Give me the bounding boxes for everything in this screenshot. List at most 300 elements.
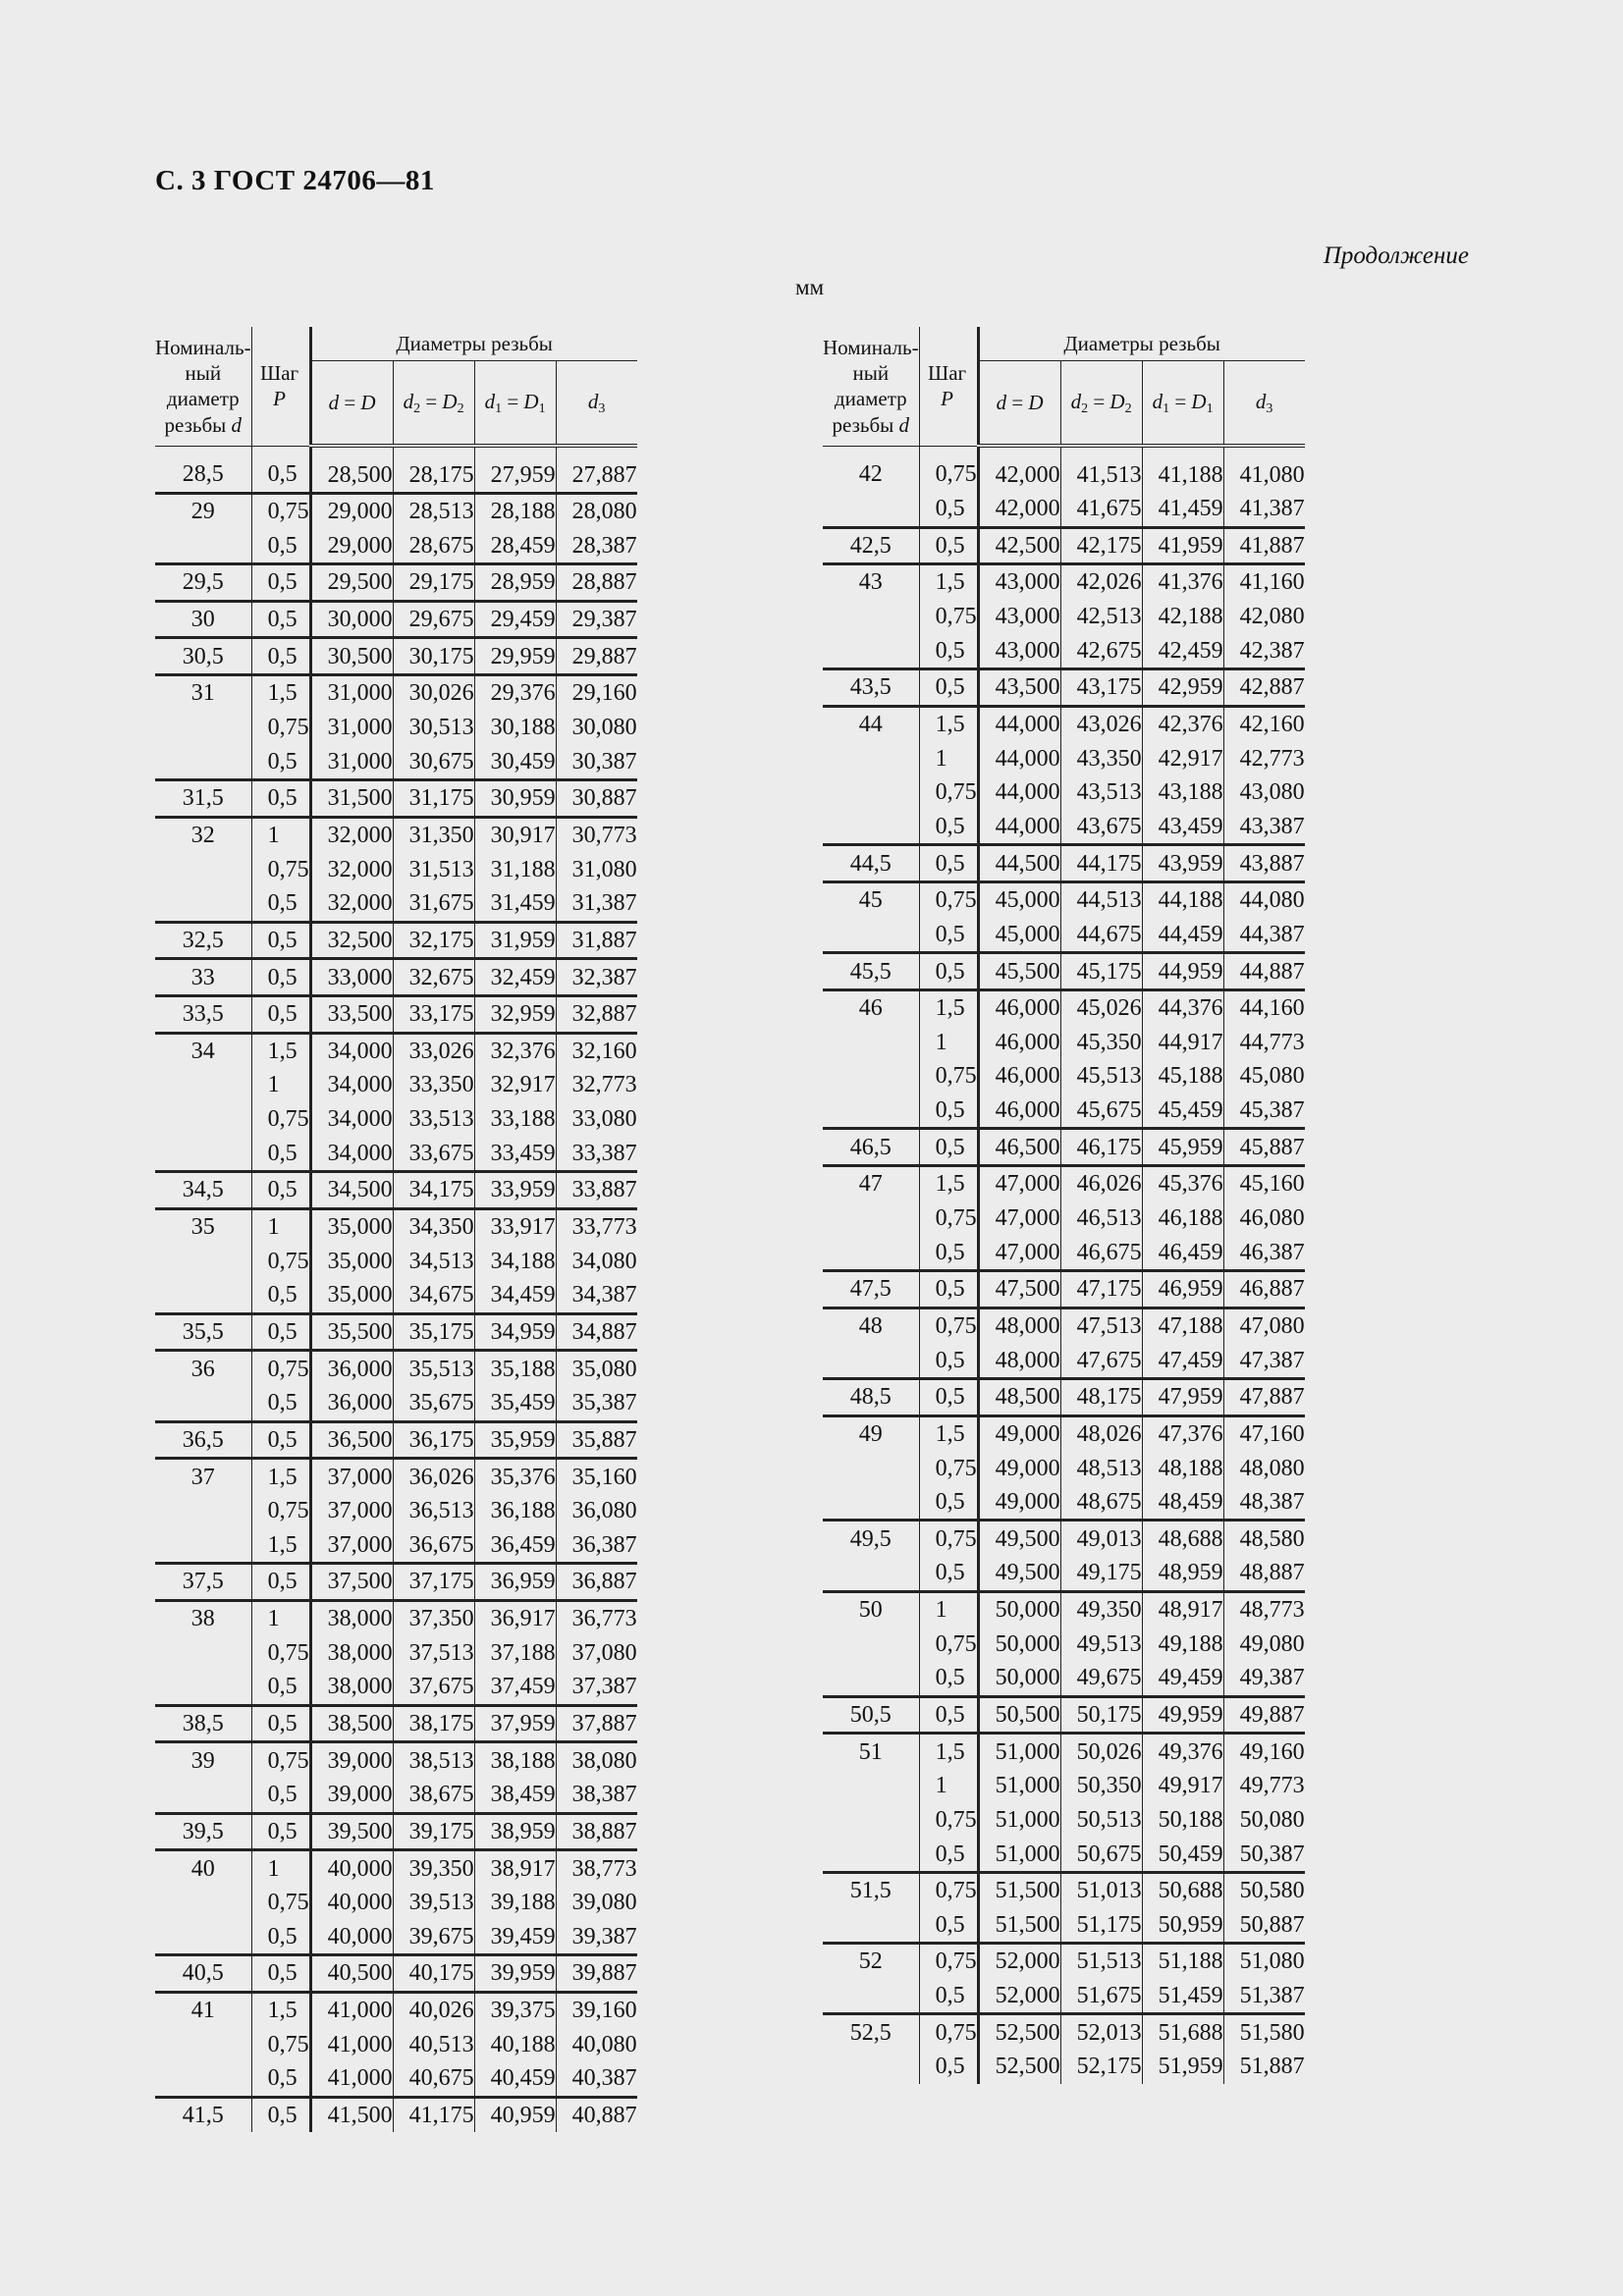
diameter-d1: 31,959 (474, 922, 556, 959)
diameter-d3: 48,080 (1223, 1451, 1305, 1485)
diameter-d3: 42,160 (1223, 706, 1305, 741)
pitch-header-var: P (273, 387, 286, 411)
table-row (823, 1026, 1305, 1060)
table-row (823, 1094, 1305, 1129)
nominal-diameter: 36,5 (155, 1421, 251, 1459)
diameter-d1: 41,959 (1142, 527, 1223, 564)
diameter-d: 40,500 (310, 1955, 393, 1993)
diameter-d: 37,000 (310, 1527, 393, 1563)
nominal-diameter (155, 1386, 251, 1421)
diameter-d3: 48,580 (1223, 1521, 1305, 1556)
table-row (823, 2014, 1305, 2050)
diameter-d3: 47,887 (1223, 1378, 1305, 1415)
pitch: 0,5 (919, 953, 978, 990)
diameter-d2: 31,175 (393, 780, 474, 818)
diameter-d3: 33,080 (556, 1102, 637, 1137)
nominal-diameter (823, 1979, 919, 2014)
diameter-d: 43,000 (978, 600, 1060, 634)
diameter-d2: 44,175 (1060, 845, 1142, 882)
continuation-label: Продолжение (1323, 242, 1469, 269)
nominal-diameter (155, 1527, 251, 1563)
diameter-d3: 31,387 (556, 886, 637, 922)
diameter-d3: 44,387 (1223, 918, 1305, 953)
table-row (155, 780, 637, 818)
table-row (823, 1059, 1305, 1094)
diameter-d: 32,000 (310, 886, 393, 922)
diameter-d: 31,000 (310, 744, 393, 779)
diameter-d3: 29,387 (556, 601, 637, 638)
nominal-diameter: 39,5 (155, 1813, 251, 1850)
diameter-d1: 39,375 (474, 1992, 556, 2027)
diameter-d3: 50,580 (1223, 1872, 1305, 1907)
diameter-d2: 31,350 (393, 817, 474, 852)
diameter-d2: 29,175 (393, 564, 474, 602)
diameter-d: 42,000 (978, 446, 1060, 492)
diameter-d: 49,500 (978, 1521, 1060, 1556)
diameter-d2: 38,513 (393, 1742, 474, 1778)
pitch: 0,5 (919, 1556, 978, 1591)
table-row (155, 744, 637, 779)
diameter-d1: 45,459 (1142, 1094, 1223, 1129)
diameter-d1: 27,959 (474, 446, 556, 493)
pitch: 1 (919, 1769, 978, 1803)
nominal-diameter: 52 (823, 1944, 919, 1979)
pitch: 0,5 (919, 1343, 978, 1378)
diameter-d3: 45,887 (1223, 1129, 1305, 1166)
pitch: 0,5 (251, 922, 310, 959)
pitch: 1 (919, 1026, 978, 1060)
diameter-d1: 35,959 (474, 1421, 556, 1459)
diameter-d3: 45,387 (1223, 1094, 1305, 1129)
nominal-diameter (823, 1803, 919, 1838)
table-row (823, 1769, 1305, 1803)
diameter-d3: 37,887 (556, 1705, 637, 1742)
table-row (823, 1591, 1305, 1627)
diameter-d2: 42,026 (1060, 564, 1142, 600)
diameter-d1: 51,688 (1142, 2014, 1223, 2050)
diameter-d1: 47,959 (1142, 1378, 1223, 1415)
nominal-diameter: 35 (155, 1208, 251, 1244)
diameter-d1: 44,917 (1142, 1026, 1223, 1060)
diameter-d: 51,000 (978, 1734, 1060, 1769)
nominal-diameter (155, 711, 251, 745)
diameters-header: Диаметры резьбы (310, 327, 637, 361)
diameter-d2: 36,675 (393, 1527, 474, 1563)
table-row (823, 953, 1305, 990)
nominal-diameter (823, 918, 919, 953)
pitch: 0,75 (919, 1944, 978, 1979)
diameter-d2: 30,513 (393, 711, 474, 745)
diameter-d: 51,500 (978, 1908, 1060, 1944)
diameter-d1: 50,688 (1142, 1872, 1223, 1907)
diameters-header: Диаметры резьбы (978, 327, 1305, 361)
diameter-d2: 30,026 (393, 675, 474, 711)
diameter-d2: 31,675 (393, 886, 474, 922)
diameter-d2: 29,675 (393, 601, 474, 638)
diameter-d1: 36,188 (474, 1494, 556, 1528)
diameter-d1: 34,188 (474, 1244, 556, 1278)
table-row (823, 446, 1305, 492)
diameter-d: 34,000 (310, 1033, 393, 1068)
diameter-d: 34,500 (310, 1172, 393, 1209)
diameter-d1: 50,188 (1142, 1803, 1223, 1838)
table-row (155, 601, 637, 638)
diameter-d: 37,000 (310, 1459, 393, 1494)
nominal-diameter (155, 1635, 251, 1670)
pitch: 0,5 (251, 1564, 310, 1601)
table-row (823, 1837, 1305, 1872)
diameter-d2: 45,175 (1060, 953, 1142, 990)
diameter-d2: 52,013 (1060, 2014, 1142, 2050)
diameter-d: 51,500 (978, 1872, 1060, 1907)
diameter-d2: 49,175 (1060, 1556, 1142, 1591)
diameter-d3: 47,160 (1223, 1415, 1305, 1451)
pitch: 0,75 (919, 1803, 978, 1838)
diameter-d1: 32,376 (474, 1033, 556, 1068)
pitch: 0,75 (251, 1886, 310, 1920)
pitch: 0,5 (251, 1705, 310, 1742)
diameter-d1: 43,459 (1142, 810, 1223, 845)
diameter-d1: 48,959 (1142, 1556, 1223, 1591)
table-row (155, 1813, 637, 1850)
right-table (823, 327, 1305, 2084)
pitch: 0,75 (251, 852, 310, 886)
table-row (155, 995, 637, 1033)
diameter-d2: 42,675 (1060, 633, 1142, 668)
table-row (823, 1521, 1305, 1556)
nominal-diameter (155, 1068, 251, 1102)
diameter-d2: 40,513 (393, 2027, 474, 2061)
diameter-d3: 40,887 (556, 2097, 637, 2132)
table-row (155, 1635, 637, 1670)
diameter-d1: 45,959 (1142, 1129, 1223, 1166)
pitch: 0,75 (251, 1351, 310, 1386)
diameter-d: 47,000 (978, 1235, 1060, 1270)
d2-header (1060, 361, 1142, 447)
diameter-d1: 48,188 (1142, 1451, 1223, 1485)
pitch: 1,5 (251, 1992, 310, 2027)
nominal-diameter: 40,5 (155, 1955, 251, 1993)
diameter-d1: 39,188 (474, 1886, 556, 1920)
diameter-d1: 37,459 (474, 1670, 556, 1705)
diameter-d: 36,000 (310, 1386, 393, 1421)
pitch: 0,5 (251, 1813, 310, 1850)
pitch: 0,75 (919, 1521, 978, 1556)
diameter-d1: 44,959 (1142, 953, 1223, 990)
diameter-d3: 48,387 (1223, 1485, 1305, 1521)
diameter-d1: 35,376 (474, 1459, 556, 1494)
diameter-d3: 37,387 (556, 1670, 637, 1705)
table-row (823, 1485, 1305, 1521)
diameter-d: 41,500 (310, 2097, 393, 2132)
diameter-d1: 28,188 (474, 493, 556, 528)
diameter-d1: 48,917 (1142, 1591, 1223, 1627)
diameter-d: 49,500 (978, 1556, 1060, 1591)
diameter-d1: 38,959 (474, 1813, 556, 1850)
pitch-header-text: Шаг (928, 361, 967, 386)
diameter-d: 49,000 (978, 1415, 1060, 1451)
pitch: 0,75 (251, 2027, 310, 2061)
diameter-d3: 30,773 (556, 817, 637, 852)
diameter-d1: 42,917 (1142, 741, 1223, 775)
diameter-d1: 37,188 (474, 1635, 556, 1670)
pitch: 0,75 (919, 1308, 978, 1343)
diameter-d2: 33,513 (393, 1102, 474, 1137)
pitch: 0,5 (251, 1278, 310, 1313)
table-row (155, 638, 637, 675)
diameter-d3: 45,160 (1223, 1166, 1305, 1201)
diameter-d3: 41,160 (1223, 564, 1305, 600)
nominal-diameter: 29 (155, 493, 251, 528)
table-row (823, 1451, 1305, 1485)
pitch: 0,75 (251, 1244, 310, 1278)
diameter-d3: 46,887 (1223, 1270, 1305, 1308)
diameter-d: 39,000 (310, 1742, 393, 1778)
d2-header (393, 361, 474, 447)
diameter-d3: 33,387 (556, 1136, 637, 1171)
table-row (823, 741, 1305, 775)
diameter-d: 37,000 (310, 1494, 393, 1528)
pitch: 0,5 (251, 1313, 310, 1351)
diameter-d2: 43,175 (1060, 669, 1142, 707)
diameter-d3: 44,080 (1223, 881, 1305, 917)
d1-header (1142, 361, 1223, 447)
diameter-d3: 33,887 (556, 1172, 637, 1209)
diameter-d1: 28,459 (474, 529, 556, 564)
diameter-d1: 51,959 (1142, 2050, 1223, 2084)
table-row (823, 669, 1305, 707)
diameter-d2: 48,675 (1060, 1485, 1142, 1521)
pitch: 1,5 (919, 1166, 978, 1201)
diameter-d1: 33,959 (474, 1172, 556, 1209)
diameter-d2: 41,175 (393, 2097, 474, 2132)
table-row (823, 1661, 1305, 1696)
diameter-d3: 39,080 (556, 1886, 637, 1920)
table-row (823, 775, 1305, 810)
diameter-d1: 28,959 (474, 564, 556, 602)
table-row (823, 1556, 1305, 1591)
diameter-d: 43,500 (978, 669, 1060, 707)
diameter-d2: 46,175 (1060, 1129, 1142, 1166)
diameter-d3: 46,080 (1223, 1201, 1305, 1236)
diameter-d: 34,000 (310, 1136, 393, 1171)
diameter-d: 47,500 (978, 1270, 1060, 1308)
table-row (823, 1734, 1305, 1769)
d-header-text: d = D (328, 391, 376, 415)
diameter-d: 46,500 (978, 1129, 1060, 1166)
nominal-diameter: 42,5 (823, 527, 919, 564)
diameter-d: 35,500 (310, 1313, 393, 1351)
nominal-diameter: 51 (823, 1734, 919, 1769)
table-row (155, 446, 637, 493)
nominal-diameter (155, 1102, 251, 1137)
pitch: 0,75 (251, 1742, 310, 1778)
pitch: 0,5 (919, 1908, 978, 1944)
diameter-d2: 50,513 (1060, 1803, 1142, 1838)
table-row (155, 852, 637, 886)
diameter-d3: 30,080 (556, 711, 637, 745)
diameter-d: 32,500 (310, 922, 393, 959)
nominal-diameter (823, 1661, 919, 1696)
diameter-d1: 49,917 (1142, 1769, 1223, 1803)
diameter-d: 33,500 (310, 995, 393, 1033)
diameter-d2: 50,026 (1060, 1734, 1142, 1769)
diameter-d3: 40,387 (556, 2061, 637, 2097)
diameter-d3: 33,773 (556, 1208, 637, 1244)
pitch: 0,5 (251, 1778, 310, 1813)
diameter-d: 42,500 (978, 527, 1060, 564)
table-row (155, 2027, 637, 2061)
diameter-d3: 50,080 (1223, 1803, 1305, 1838)
pitch: 0,5 (919, 1979, 978, 2014)
diameter-d2: 34,675 (393, 1278, 474, 1313)
table-row (155, 1351, 637, 1386)
diameter-d2: 39,175 (393, 1813, 474, 1850)
diameter-d3: 43,080 (1223, 775, 1305, 810)
nominal-diameter (823, 1094, 919, 1129)
diameter-d1: 47,188 (1142, 1308, 1223, 1343)
table-row (155, 529, 637, 564)
diameter-d: 52,000 (978, 1944, 1060, 1979)
diameter-d2: 51,675 (1060, 1979, 1142, 2014)
diameter-d1: 51,188 (1142, 1944, 1223, 1979)
table-row (823, 1129, 1305, 1166)
diameter-d: 48,000 (978, 1343, 1060, 1378)
nominal-diameter: 49 (823, 1415, 919, 1451)
diameter-d3: 35,887 (556, 1421, 637, 1459)
diameter-d: 41,000 (310, 2061, 393, 2097)
diameter-d: 40,000 (310, 1850, 393, 1886)
table-row (823, 1696, 1305, 1734)
pitch: 0,5 (919, 2050, 978, 2084)
nominal-diameter (155, 1920, 251, 1955)
nominal-diameter: 47,5 (823, 1270, 919, 1308)
pitch: 1 (251, 1600, 310, 1635)
diameter-d2: 51,013 (1060, 1872, 1142, 1907)
diameter-d2: 51,175 (1060, 1908, 1142, 1944)
nominal-diameter: 46 (823, 989, 919, 1025)
table-row (155, 1459, 637, 1494)
nominal-diameter: 52,5 (823, 2014, 919, 2050)
diameter-d2: 38,675 (393, 1778, 474, 1813)
diameter-d3: 47,387 (1223, 1343, 1305, 1378)
pitch: 0,5 (251, 744, 310, 779)
nominal-diameter (823, 633, 919, 668)
pitch-header-var: P (941, 387, 953, 411)
table-row (155, 1705, 637, 1742)
nominal-diameter: 28,5 (182, 460, 224, 487)
pitch: 1,5 (251, 675, 310, 711)
pitch: 0,5 (251, 1386, 310, 1421)
diameter-d: 42,000 (978, 492, 1060, 527)
nominal-diameter (823, 1343, 919, 1378)
nominal-diameter (155, 1778, 251, 1813)
diameter-d1: 38,188 (474, 1742, 556, 1778)
diameter-d3: 41,887 (1223, 527, 1305, 564)
pitch: 0,5 (919, 633, 978, 668)
diameter-d: 35,000 (310, 1278, 393, 1313)
nominal-diameter: 45,5 (823, 953, 919, 990)
pitch: 0,5 (251, 1955, 310, 1993)
nominal-diameter (155, 1670, 251, 1705)
table-row (823, 1270, 1305, 1308)
diameter-d2: 33,675 (393, 1136, 474, 1171)
diameter-d3: 47,080 (1223, 1308, 1305, 1343)
nominal-diameter (155, 529, 251, 564)
table-row (823, 633, 1305, 668)
pitch: 1,5 (919, 1415, 978, 1451)
diameter-d: 35,000 (310, 1208, 393, 1244)
pitch: 1 (251, 1208, 310, 1244)
pitch: 1,5 (919, 1734, 978, 1769)
diameter-d1: 32,917 (474, 1068, 556, 1102)
nominal-diameter (823, 1451, 919, 1485)
pitch: 0,5 (251, 2061, 310, 2097)
diameter-d2: 37,513 (393, 1635, 474, 1670)
table-row (823, 1378, 1305, 1415)
nominal-diameter: 34,5 (155, 1172, 251, 1209)
nominal-diameter: 30 (155, 601, 251, 638)
table-row (155, 493, 637, 528)
diameter-d: 45,500 (978, 953, 1060, 990)
table-row (823, 527, 1305, 564)
diameter-d: 33,000 (310, 959, 393, 996)
diameter-d3: 49,080 (1223, 1627, 1305, 1661)
pitch: 0,5 (251, 1421, 310, 1459)
diameter-d: 31,000 (310, 675, 393, 711)
diameter-d2: 45,675 (1060, 1094, 1142, 1129)
pitch: 0,75 (251, 1494, 310, 1528)
diameter-d2: 50,350 (1060, 1769, 1142, 1803)
diameter-d1: 30,188 (474, 711, 556, 745)
table-row (823, 845, 1305, 882)
diameter-d3: 49,160 (1223, 1734, 1305, 1769)
diameter-d3: 34,887 (556, 1313, 637, 1351)
pitch: 0,5 (919, 1485, 978, 1521)
d-header-text: d = D (996, 391, 1044, 415)
table-row (155, 1136, 637, 1171)
diameter-d3: 49,773 (1223, 1769, 1305, 1803)
pitch: 1,5 (919, 706, 978, 741)
nominal-diameter (823, 492, 919, 527)
nominal-diameter: 31,5 (155, 780, 251, 818)
diameter-d2: 36,026 (393, 1459, 474, 1494)
pitch: 0,5 (251, 529, 310, 564)
diameter-d1: 35,188 (474, 1351, 556, 1386)
diameter-d3: 27,887 (556, 446, 637, 493)
table-row (155, 1564, 637, 1601)
diameter-d1: 30,959 (474, 780, 556, 818)
nominal-diameter (155, 1886, 251, 1920)
diameter-d3: 38,080 (556, 1742, 637, 1778)
pitch: 0,5 (919, 1235, 978, 1270)
nominal-diameter: 43,5 (823, 669, 919, 707)
diameter-d3: 44,887 (1223, 953, 1305, 990)
diameter-d: 45,000 (978, 881, 1060, 917)
diameter-d2: 34,175 (393, 1172, 474, 1209)
diameter-d2: 47,175 (1060, 1270, 1142, 1308)
diameter-d: 28,500 (310, 446, 393, 493)
diameter-d3: 48,887 (1223, 1556, 1305, 1591)
table-row (155, 1172, 637, 1209)
diameter-d: 51,000 (978, 1803, 1060, 1838)
diameter-d2: 51,513 (1060, 1944, 1142, 1979)
table-row (155, 1527, 637, 1563)
diameter-d3: 36,773 (556, 1600, 637, 1635)
diameter-d1: 41,188 (1142, 446, 1223, 492)
diameter-d1: 48,688 (1142, 1521, 1223, 1556)
diameter-d2: 28,513 (393, 493, 474, 528)
